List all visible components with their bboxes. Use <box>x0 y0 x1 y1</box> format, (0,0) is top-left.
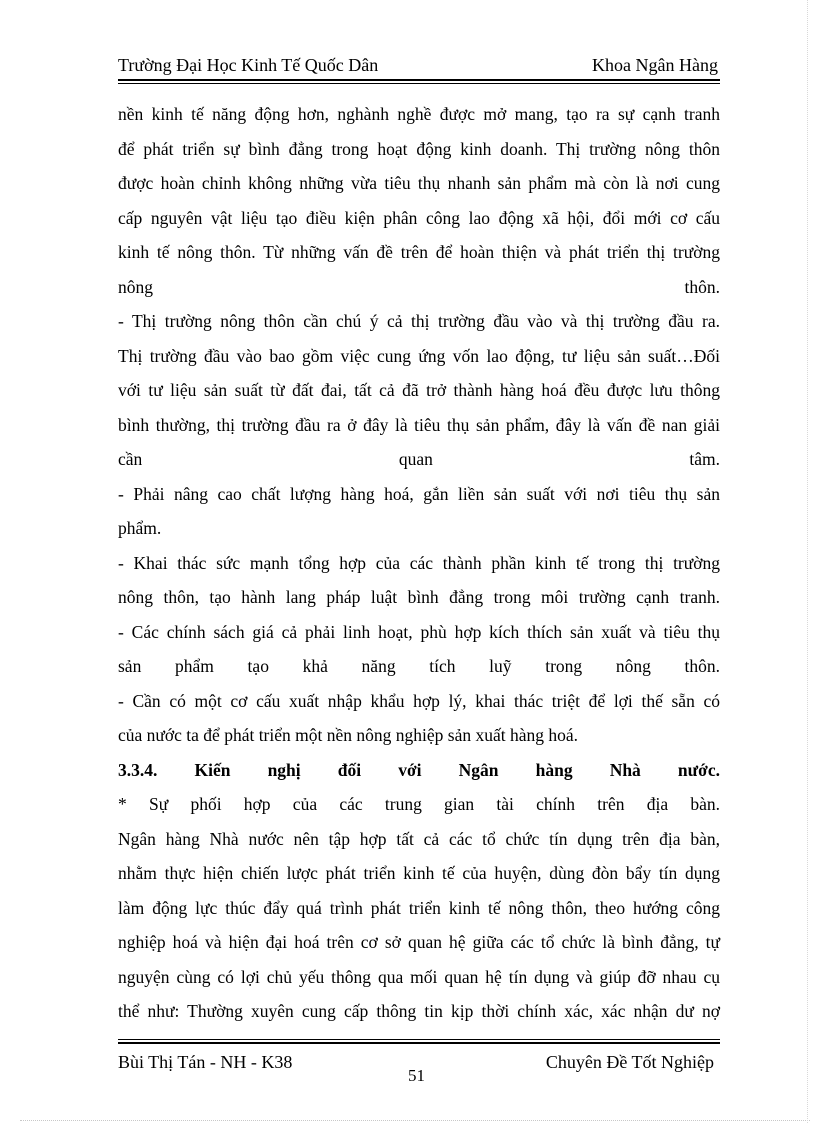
text-line: được hoàn chỉnh không những vừa tiêu thụ nhanh sản phẩm mà còn là nơi cung <box>118 173 720 193</box>
body-text <box>118 97 720 1029</box>
page-header <box>118 52 718 78</box>
text-line: để phát triển sự bình đẳng trong hoạt động kinh doanh. Thị trường nông thôn <box>118 138 720 159</box>
text-line: sản phẩm tạo khả năng tích luỹ trong nông thôn. <box>118 656 720 676</box>
text-line: với tư liệu sản suất từ đất đai, tất cả đã trở thành hàng hoá đều được lưu thông <box>118 380 720 400</box>
text-line: - Các chính sách giá cả phải linh hoạt, phù hợp kích thích sản xuất và tiêu thụ <box>118 621 720 642</box>
text-line: thể như: Thường xuyên cung cấp thông tin kịp thời chính xác, xác nhận dư nợ <box>118 1001 720 1021</box>
footer-author: Bùi Thị Tán - NH - K38 <box>118 1052 293 1072</box>
section-heading: 3.3.4. Kiến nghị đối với Ngân hàng Nhà nước. <box>118 759 720 780</box>
text-line: nông thôn. <box>118 276 720 297</box>
footer-thesis-title: Chuyên Đề Tốt Nghiệp <box>545 1052 714 1072</box>
page-footer <box>118 1049 718 1085</box>
page-number: 51 <box>408 1066 425 1085</box>
text-line: của nước ta để phát triển một nền nông nghiệp sản xuất hàng hoá. <box>118 725 578 745</box>
text-line: kinh tế nông thôn. Từ những vấn đề trên để hoàn thiện và phát triển thị trường <box>118 242 720 262</box>
page-edge-guide-vertical <box>807 0 808 1123</box>
header-university: Trường Đại Học Kinh Tế Quốc Dân <box>118 55 379 75</box>
text-line: - Khai thác sức mạnh tổng hợp của các thành phần kinh tế trong thị trường <box>118 552 720 573</box>
text-line: phẩm. <box>118 518 162 538</box>
footer-rule <box>118 1039 720 1044</box>
text-line: - Phải nâng cao chất lượng hàng hoá, gắn liền sản suất với nơi tiêu thụ sản <box>118 483 720 504</box>
text-line: nguyện cùng có lợi chủ yếu thông qua mối quan hệ tín dụng và giúp đỡ nhau cụ <box>118 966 720 987</box>
page-edge-guide <box>20 1120 810 1121</box>
text-line: - Thị trường nông thôn cần chú ý cả thị trường đầu vào và thị trường đầu ra. <box>118 311 720 331</box>
text-line: - Cần có một cơ cấu xuất nhập khẩu hợp lý, khai thác triệt để lợi thế sẵn có <box>118 690 720 711</box>
text-line: cấp nguyên vật liệu tạo điều kiện phân công lao động xã hội, đổi mới cơ cấu <box>118 207 720 228</box>
text-line: làm động lực thúc đẩy quá trình phát triển kinh tế nông thôn, theo hướng công <box>118 897 720 918</box>
header-rule <box>118 79 720 84</box>
text-line: cần quan tâm. <box>118 449 720 469</box>
text-line: nghiệp hoá và hiện đại hoá trên cơ sở quan hệ giữa các tổ chức là bình đẳng, tự <box>118 932 720 952</box>
header-faculty: Khoa Ngân Hàng <box>592 55 718 75</box>
text-line: nhằm thực hiện chiến lược phát triển kinh tế của huyện, dùng đòn bẩy tín dụng <box>118 863 720 883</box>
text-line: bình thường, thị trường đầu ra ở đây là tiêu thụ sản phẩm, đây là vấn đề nan giải <box>118 414 720 435</box>
text-line: Thị trường đầu vào bao gồm việc cung ứng vốn lao động, tư liệu sản suất…Đối <box>118 345 720 366</box>
text-line: nông thôn, tạo hành lang pháp luật bình đẳng trong môi trường cạnh tranh. <box>118 587 720 607</box>
text-line: * Sự phối hợp của các trung gian tài chính trên địa bàn. <box>118 794 720 814</box>
text-line: Ngân hàng Nhà nước nên tập hợp tất cả các tổ chức tín dụng trên địa bàn, <box>118 828 720 849</box>
text-line: nền kinh tế năng động hơn, nghành nghề được mở mang, tạo ra sự cạnh tranh <box>118 104 720 124</box>
